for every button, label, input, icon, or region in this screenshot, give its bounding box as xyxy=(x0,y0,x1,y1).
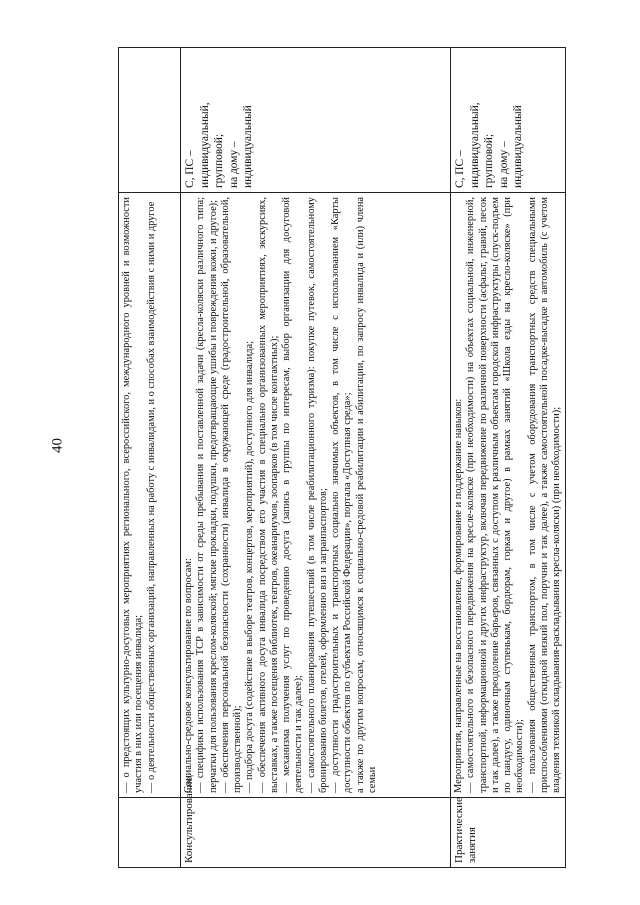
row-category: Консультирование xyxy=(181,798,451,868)
page-number: 40 xyxy=(49,438,66,453)
form-line: индивидуальный, xyxy=(198,102,211,188)
content-line: — самостоятельного и безопасного передвижения на кресле-коляске (при необходимости) на объектах социальной, инженерной, транспортной, информационной и других инфраструктур, включая передвижение по различной поверхности (асфальт, гравий, песок и так далее), а также преодоление барьеров, связанных с доступом к различным объектам городской инфраструктуры (спуск-подъем по пандусу, одиночным ступенькам, бордюрам, горкам и другое) в рамках занятий «Школа езды на кресло-коляске» (при необходимости); xyxy=(465,197,526,793)
content-line: — обеспечения персональной безопасности (сохранности) инвалида в окружающей среде (градостроительной, образовательной, производственной); xyxy=(219,197,244,793)
row-content xyxy=(119,193,181,798)
row-content xyxy=(181,193,451,798)
content-line: — механизма получения услуг по проведению досуга (запись в группы по интересам, выбор организации для досуговой деятельности и так далее); xyxy=(281,197,305,793)
form-line: на дому – xyxy=(497,141,510,188)
content-line: — специфики использования ТСР в зависимости от среды пребывания и поставленной задачи (кресла-коляски различного типа; перчатки для пользования креслом-коляской; мягкие прокладки, подушки, предотвращающие ушибы и повреждения кожи, и другое); xyxy=(195,197,219,793)
form-line: индивидуальный xyxy=(242,105,255,188)
form-line: индивидуальный xyxy=(512,105,525,188)
table-row xyxy=(181,48,451,868)
form-line: С, ПС – xyxy=(454,150,466,188)
content-line: а также по другим вопросам, относящимся к социально-средовой реабилитации и абилитации, по запросу инвалида и (или) члена семьи xyxy=(354,197,378,793)
content-line: Мероприятия, направленные на восстановление, формирование и поддержание навыков: xyxy=(453,398,464,793)
content-line: Социально-средовое консультирование по вопросам: xyxy=(183,558,194,793)
form-line: на дому – xyxy=(227,141,240,188)
table-row xyxy=(451,48,566,868)
row-form xyxy=(451,48,566,193)
row-category xyxy=(119,798,181,868)
form-line: групповой; xyxy=(213,133,226,188)
row-form xyxy=(181,48,451,193)
row-form xyxy=(119,48,181,193)
rotated-table-frame xyxy=(118,48,563,868)
content-line: — обеспечения активного досуга инвалида посредством его участия в специально организованных мероприятиях, экскурсиях, выставках, а также посещения библиотек, театров, океанариумов, зоопарков (в том числе контактных); xyxy=(256,197,280,793)
content-line: — пользования общественным транспортом, в том числе с учетом оборудования транспортных средств специальными приспособлениями (откидной низкий пол, поручни и так далее), а также самостоятельной посадке-высадке в автомобиль (с учетом владения техникой складывания-раскладывания кресла-коляски) (при необходимости); xyxy=(526,197,563,793)
content-line: — самостоятельного планирования путешествий (в том числе реабилитационного туризма): покупке путевок, самостоятельному бронированию билетов, отелей, оформлению виз и загранпаспортов; xyxy=(305,197,329,793)
content-line: — о деятельности общественных организаций, направленных на работу с инвалидами, и о способах взаимодействия с ними и другое xyxy=(145,201,157,793)
row-category: Практические занятия xyxy=(451,798,566,868)
form-line: С, ПС – xyxy=(184,150,196,188)
content-line: — о предстоящих культурно-досуговых мероприятиях регионального, всероссийского, международного уровней и возможности участия в них или посещения инвалида; xyxy=(121,197,145,793)
form-line: групповой; xyxy=(483,133,496,188)
row-content xyxy=(451,193,566,798)
content-line: — доступности градостроительных и транспортных социально значимых объектов, в том числе с использованием «Карты доступности объектов по субъектам Российской Федерации», портала «Доступная среда»; xyxy=(330,197,354,793)
content-line: — подбора досуга (содействие в выборе театров, концертов, мероприятий), доступного для инвалида; xyxy=(244,340,256,793)
table-container xyxy=(118,48,563,868)
table-row xyxy=(119,48,181,868)
form-line: индивидуальный, xyxy=(468,102,481,188)
services-table xyxy=(118,47,566,868)
